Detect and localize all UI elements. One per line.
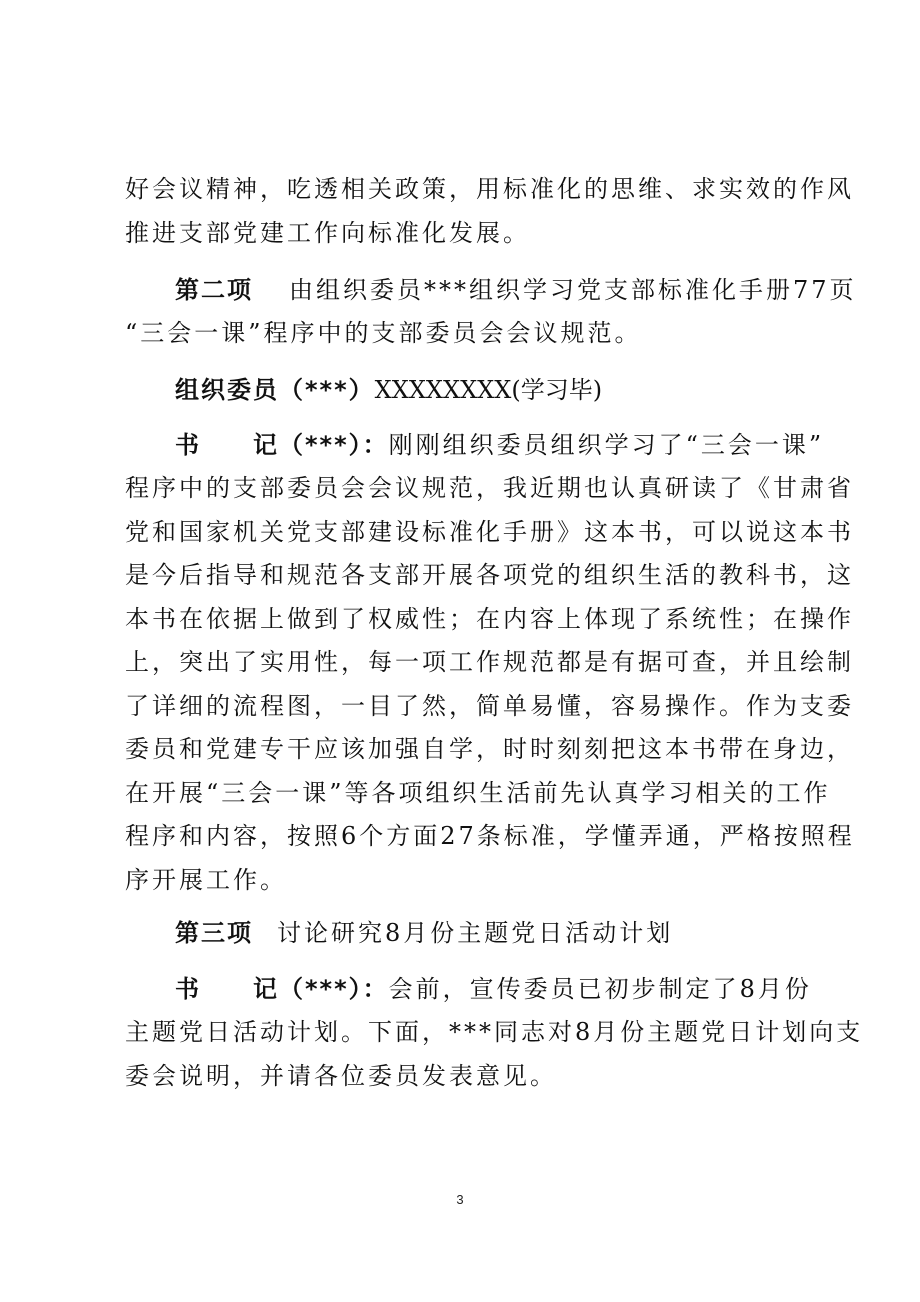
text-line: 委员和党建专干应该加强自学，时时刻刻把这本书带在身边， [125, 735, 854, 763]
item-heading [175, 918, 673, 948]
text-line: 是今后指导和规范各支部开展各项党的组织生活的教科书，这 [125, 561, 854, 589]
text-line: 在开展“三会一课”等各项组织生活前先认真学习相关的工作 [125, 779, 831, 807]
text-line: XXXXXXXX(学习毕) [374, 376, 603, 404]
speaker-label: 书 记（***）： [175, 431, 389, 459]
speaker-label: 组织委员（***） [175, 376, 375, 404]
text-line: 程序中的支部委员会会议规范，我近期也认真研读了《甘肃省 [125, 474, 854, 502]
text-line: 了详细的流程图，一目了然，简单易懂，容易操作。作为支委 [125, 692, 854, 720]
text-line: 程序和内容，按照6个方面27条标准，学懂弄通，严格按照程 [125, 822, 855, 850]
speaker-line [175, 375, 602, 405]
text-line: “三会一课”程序中的支部委员会会议规范。 [125, 319, 642, 347]
text-line: 会前，宣传委员已初步制定了8月份 [388, 975, 812, 1003]
item-label: 第二项 [175, 276, 253, 304]
text-line: 好会议精神，吃透相关政策，用标准化的思维、求实效的作风 [125, 175, 854, 203]
speaker-line [175, 974, 812, 1004]
page-number: 3 [456, 1192, 464, 1207]
item-heading [175, 275, 857, 305]
text-line: 上，突出了实用性，每一项工作规范都是有据可查，并且绘制 [125, 648, 854, 676]
speaker-line [175, 430, 824, 460]
text-line: 主题党日活动计划。下面，***同志对8月份主题党日计划向支 [125, 1018, 864, 1046]
text-line: 序开展工作。 [125, 866, 287, 894]
text-line: 刚刚组织委员组织学习了“三会一课” [388, 431, 825, 459]
text-line: 本书在依据上做到了权威性；在内容上体现了系统性；在操作 [125, 605, 854, 633]
text-line: 由组织委员***组织学习党支部标准化手册77页 [289, 276, 857, 304]
text-line: 推进支部党建工作向标准化发展。 [125, 219, 530, 247]
text-line: 讨论研究8月份主题党日活动计划 [277, 919, 674, 947]
item-label: 第三项 [175, 919, 253, 947]
text-line: 委会说明，并请各位委员发表意见。 [125, 1062, 557, 1090]
text-line: 党和国家机关党支部建设标准化手册》这本书，可以说这本书 [125, 518, 854, 546]
speaker-label: 书 记（***）： [175, 975, 389, 1003]
